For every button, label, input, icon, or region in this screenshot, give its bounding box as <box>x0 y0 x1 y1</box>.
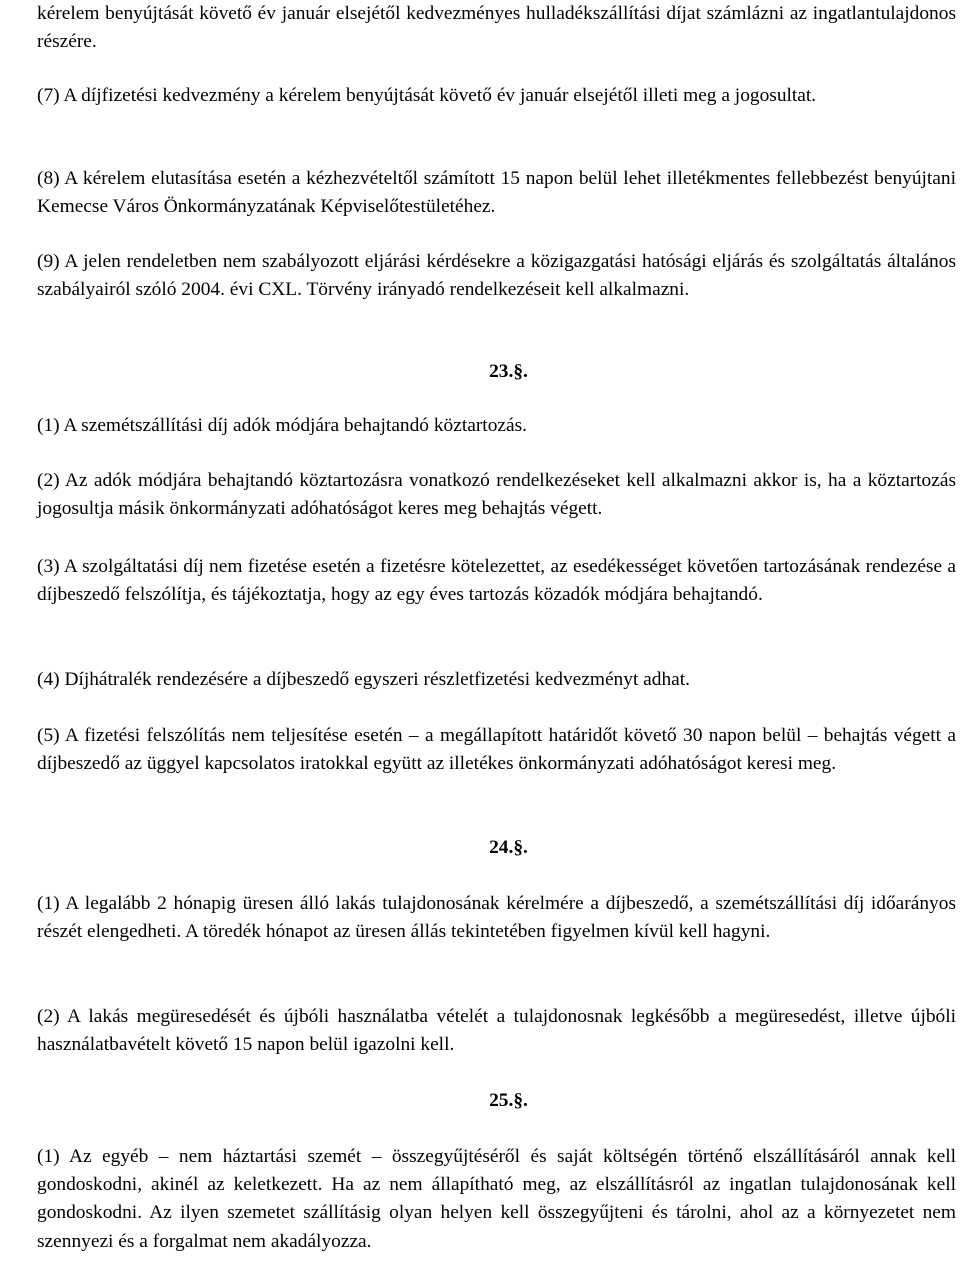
section-23-paragraph-4: (4) Díjhátralék rendezésére a díjbeszedő egyszeri részletfizetési kedvezményt adhat. <box>37 669 691 690</box>
section-heading-25: 25.§. <box>489 1090 528 1111</box>
section-heading-23: 23.§. <box>489 361 528 382</box>
section-23-paragraph-1: (1) A szemétszállítási díj adók módjára behajtandó köztartozás. <box>37 415 527 436</box>
paragraph-continued: kérelem benyújtását követő év január elsejétől kedvezményes hulladékszállítási díjat számlázni az ingatlantulajdonos részére. <box>37 3 956 53</box>
section-heading-24: 24.§. <box>489 837 528 858</box>
section-24-paragraph-2: (2) A lakás megüresedését és újbóli használatba vételét a tulajdonosnak legkésőbb a megüresedést, illetve újbóli használatbavételt követő 15 napon belül igazolni kell. <box>37 1006 956 1056</box>
section-23-paragraph-3: (3) A szolgáltatási díj nem fizetése esetén a fizetésre kötelezettet, az esedékességet követően tartozásának rendezése a díjbeszedő felszólítja, és tájékoztatja, hogy az egy éves tartozás közadók módjára behajtandó. <box>37 556 956 606</box>
paragraph-7: (7) A díjfizetési kedvezmény a kérelem benyújtását követő év január elsejétől illeti meg a jogosultat. <box>37 85 817 106</box>
section-23-paragraph-2: (2) Az adók módjára behajtandó köztartozásra vonatkozó rendelkezéseket kell alkalmazni akkor is, ha a köztartozás jogosultja másik önkormányzati adóhatóságot keres meg behajtás végett. <box>37 470 956 520</box>
section-24-paragraph-1: (1) A legalább 2 hónapig üresen álló lakás tulajdonosának kérelmére a díjbeszedő, a szemétszállítási díj időarányos részét elengedheti. A töredék hónapot az üresen állás tekintetében figyelmen kívül kell hagyni. <box>37 893 956 943</box>
paragraph-9: (9) A jelen rendeletben nem szabályozott eljárási kérdésekre a közigazgatási hatósági eljárás és szolgáltatás általános szabályairól szóló 2004. évi CXL. Törvény irányadó rendelkezéseit kell alkalmazni. <box>37 251 956 301</box>
paragraph-8: (8) A kérelem elutasítása esetén a kézhezvételtől számított 15 napon belül lehet illetékmentes fellebbezést benyújtani Kemecse Város Önkormányzatának Képviselőtestületéhez. <box>37 168 956 218</box>
section-23-paragraph-5: (5) A fizetési felszólítás nem teljesítése esetén – a megállapított határidőt követő 30 napon belül – behajtás végett a díjbeszedő az üggyel kapcsolatos iratokkal együtt az illetékes önkormányzati adóhatóságot keresi meg. <box>37 725 956 775</box>
section-25-paragraph-1: (1) Az egyéb – nem háztartási szemét – összegyűjtéséről és saját költségén történő elszállításáról annak kell gondoskodni, akinél az keletkezett. Ha az nem állapítható meg, az elszállításról az ingatlan tulajdonosának kell gondoskodni. Az ilyen szemetet szállításig olyan helyen kell összegyűjteni és tárolni, ahol az a környezetet nem szennyezi és a forgalmat nem akadályozza. <box>37 1146 956 1252</box>
